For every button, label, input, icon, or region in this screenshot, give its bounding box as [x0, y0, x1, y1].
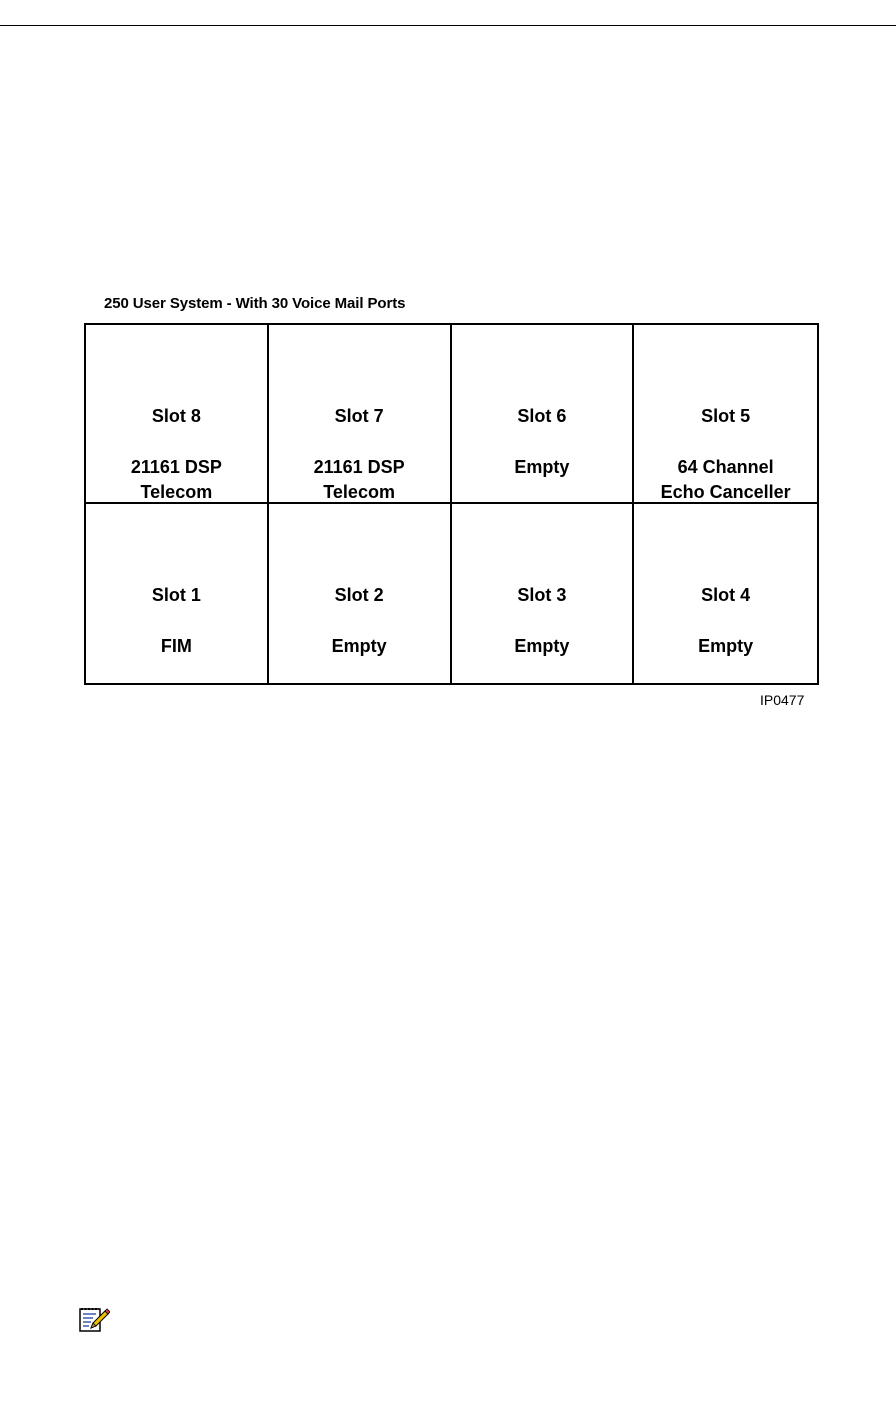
slot-content-line: 21161 DSP: [313, 457, 405, 477]
slot-label: Slot 6: [517, 406, 567, 426]
slot-cell-2: [269, 504, 452, 683]
slot-content: [634, 455, 817, 505]
diagram-title: 250 User System - With 30 Voice Mail Ports: [104, 295, 406, 312]
slot-cell-3: [452, 504, 635, 683]
slot-content-line: Empty: [514, 457, 570, 477]
slot-cell-1: [86, 504, 269, 683]
figure-id: IP0477: [760, 692, 805, 708]
slot-content: [452, 455, 633, 480]
slot-content-line: Empty: [331, 636, 387, 656]
slot-content-line: 64 Channel: [677, 457, 774, 477]
slot-content-line: Telecom: [323, 482, 395, 502]
slot-content: [269, 634, 450, 659]
slot-layout-grid: [84, 323, 819, 685]
slot-content: [452, 634, 633, 659]
slot-cell-8: [86, 325, 269, 504]
slot-label: Slot 7: [334, 406, 384, 426]
slot-label: Slot 3: [517, 585, 567, 605]
slot-content-line: Echo Canceller: [660, 482, 791, 502]
slot-content: [634, 634, 817, 659]
header-rule: [0, 25, 896, 26]
note-pencil-icon: [78, 1304, 110, 1336]
slot-label: Slot 4: [701, 585, 751, 605]
slot-label: Slot 8: [151, 406, 201, 426]
slot-label: Slot 5: [701, 406, 751, 426]
slot-cell-6: [452, 325, 635, 504]
slot-content-line: Empty: [514, 636, 570, 656]
slot-cell-5: [634, 325, 817, 504]
slot-content: [86, 455, 267, 505]
slot-content-line: 21161 DSP: [130, 457, 222, 477]
slot-label: Slot 2: [334, 585, 384, 605]
slot-content-line: FIM: [160, 636, 192, 656]
slot-content-line: Empty: [698, 636, 754, 656]
slot-cell-7: [269, 325, 452, 504]
slot-cell-4: [634, 504, 817, 683]
slot-content: [86, 634, 267, 659]
slot-content-line: Telecom: [140, 482, 213, 502]
slot-content: [269, 455, 450, 505]
slot-label: Slot 1: [151, 585, 201, 605]
